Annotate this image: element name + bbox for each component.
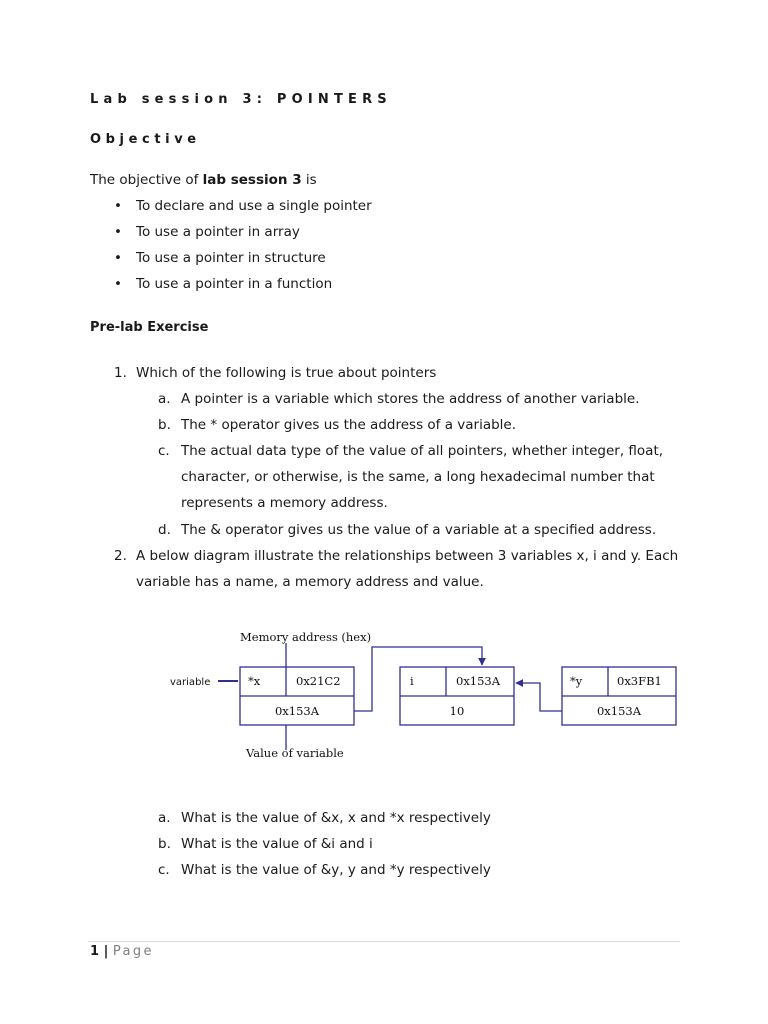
diagram-question-c bbox=[158, 862, 491, 878]
option-text: The actual data type of the value of all pointers, whether integer, float, bbox=[181, 443, 664, 459]
question-letter: c. bbox=[158, 862, 170, 878]
box-y-name: *y bbox=[570, 674, 583, 688]
option-letter: d. bbox=[158, 522, 171, 538]
objective-bullet-text: To use a pointer in array bbox=[136, 224, 300, 240]
bullet-icon: • bbox=[114, 224, 122, 240]
box-x-address: 0x21C2 bbox=[296, 674, 341, 688]
question-letter: a. bbox=[158, 810, 171, 826]
objective-intro-text: The objective of bbox=[90, 172, 203, 188]
box-y-value: 0x153A bbox=[596, 704, 642, 718]
pointer-diagram bbox=[160, 625, 680, 769]
question-2-line-2: variable has a name, a memory address and value. bbox=[136, 574, 484, 590]
bullet-icon: • bbox=[114, 198, 122, 214]
option-text: A pointer is a variable which stores the address of another variable. bbox=[181, 391, 640, 407]
bullet-icon: • bbox=[114, 250, 122, 266]
option-d bbox=[158, 522, 657, 538]
objective-bullet bbox=[114, 198, 372, 214]
question-text: What is the value of &y, y and *y respectively bbox=[181, 862, 491, 878]
option-letter: a. bbox=[158, 391, 171, 407]
question-text: What is the value of &i and i bbox=[181, 836, 373, 852]
question-text: A below diagram illustrate the relationships between 3 variables x, i and y. Each bbox=[136, 548, 679, 564]
diagram-question-b bbox=[158, 836, 373, 852]
option-text: The & operator gives us the value of a variable at a specified address. bbox=[181, 522, 657, 538]
box-i-value: 10 bbox=[449, 704, 465, 718]
box-x-name: *x bbox=[248, 674, 261, 688]
option-c-line-2: character, or otherwise, is the same, a long hexadecimal number that bbox=[181, 469, 655, 485]
question-number: 1. bbox=[114, 365, 127, 381]
prelab-heading: Pre-lab Exercise bbox=[90, 320, 209, 335]
box-y-address: 0x3FB1 bbox=[617, 674, 662, 688]
option-letter: b. bbox=[158, 417, 171, 433]
question-text: Which of the following is true about pointers bbox=[136, 365, 437, 381]
option-text: The * operator gives us the address of a variable. bbox=[181, 417, 517, 433]
objective-bullet bbox=[114, 224, 300, 240]
option-a bbox=[158, 391, 640, 407]
question-letter: b. bbox=[158, 836, 171, 852]
objective-bullet bbox=[114, 250, 326, 266]
question-number: 2. bbox=[114, 548, 127, 564]
option-c-line-3: represents a memory address. bbox=[181, 495, 388, 511]
diagram-question-a bbox=[158, 810, 491, 826]
objective-bullet bbox=[114, 276, 333, 292]
footer-divider bbox=[88, 941, 680, 942]
memory-address-label: Memory address (hex) bbox=[240, 630, 372, 644]
objective-bullet-text: To use a pointer in structure bbox=[136, 250, 326, 266]
page-title: Lab session 3: POINTERS bbox=[90, 92, 392, 107]
page-word: Page bbox=[112, 944, 154, 959]
arrow-y-to-i bbox=[516, 683, 562, 711]
page-footer bbox=[90, 944, 154, 959]
objective-bullet-text: To use a pointer in a function bbox=[136, 276, 333, 292]
bullet-icon: • bbox=[114, 276, 122, 292]
page-number: 1 bbox=[90, 944, 100, 959]
box-x-value: 0x153A bbox=[274, 704, 320, 718]
objective-heading: Objective bbox=[90, 132, 201, 147]
question-text: What is the value of &x, x and *x respectively bbox=[181, 810, 491, 826]
page-separator: | bbox=[99, 944, 113, 959]
option-c bbox=[158, 443, 664, 459]
option-letter: c. bbox=[158, 443, 170, 459]
option-b bbox=[158, 417, 517, 433]
question-2 bbox=[114, 548, 679, 564]
pointer-diagram-svg bbox=[160, 625, 680, 765]
objective-bullet-text: To declare and use a single pointer bbox=[136, 198, 372, 214]
box-i-name: i bbox=[410, 674, 414, 688]
value-label: Value of variable bbox=[246, 746, 344, 760]
question-1 bbox=[114, 365, 437, 381]
objective-intro-bold: lab session 3 bbox=[202, 172, 302, 188]
box-i-address: 0x153A bbox=[456, 674, 501, 688]
variable-label: variable bbox=[170, 677, 211, 688]
objective-intro bbox=[90, 172, 317, 188]
objective-intro-tail: is bbox=[301, 172, 317, 188]
